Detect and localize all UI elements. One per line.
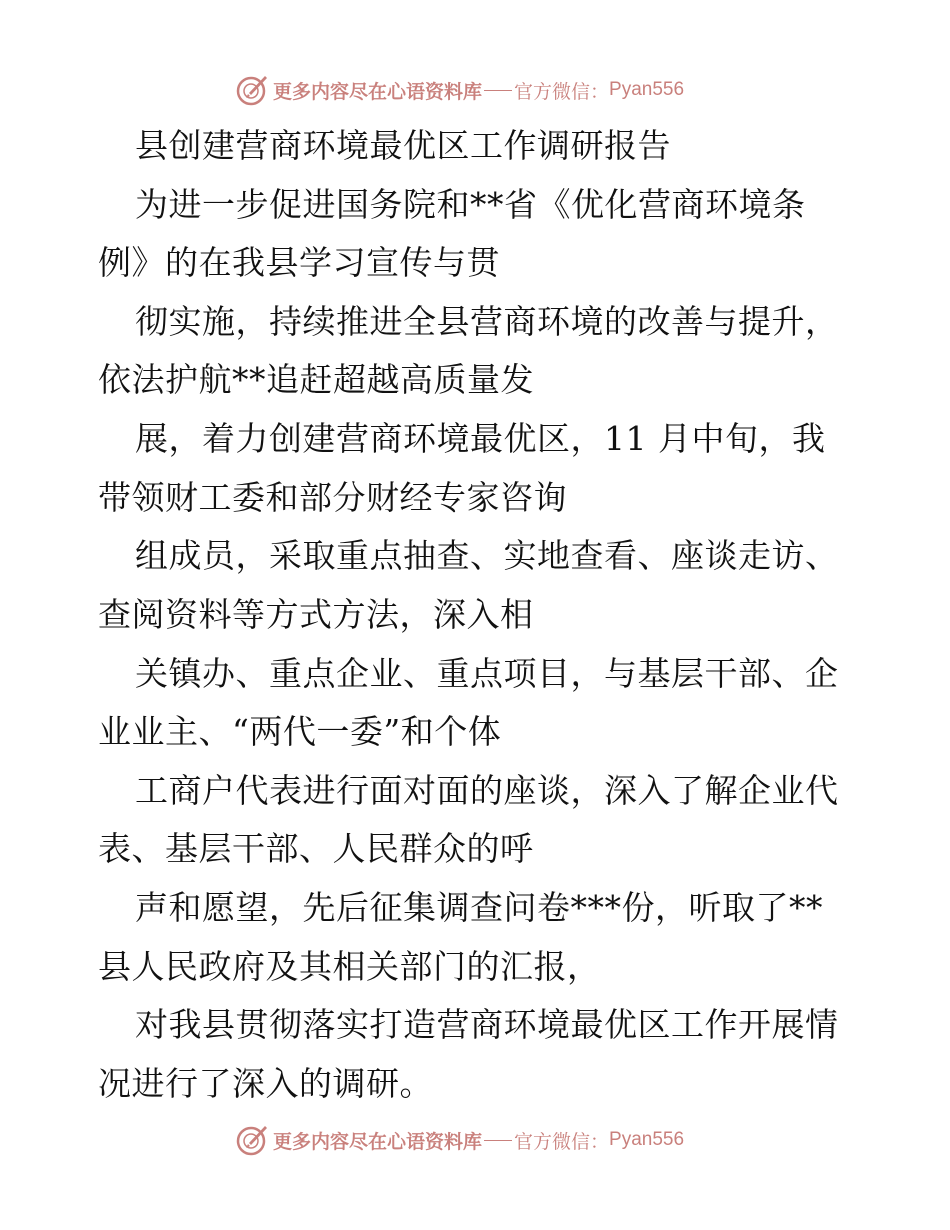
text-line: 例》的在我县学习宣传与贯 [98, 243, 500, 282]
text-line: 带领财工委和部分财经专家咨询 [98, 478, 567, 517]
text-line: 组成员，采取重点抽查、实地查看、座谈走访、 [135, 536, 839, 575]
watermark-dash [484, 90, 512, 91]
quill-pen-logo-icon [235, 73, 269, 107]
text-line: 业业主、“两代一委”和个体 [98, 712, 502, 751]
text-line: 彻实施，持续推进全县营商环境的改善与提升， [135, 302, 839, 341]
footer-watermark [235, 1122, 684, 1158]
watermark-wechat-label: 官方微信： [514, 80, 610, 103]
text-line: 为进一步促进国务院和**省《优化营商环境条 [135, 185, 806, 224]
watermark-main-text: 更多内容尽在心语资料库 [273, 80, 483, 103]
text-line: 县人民政府及其相关部门的汇报， [98, 947, 601, 986]
watermark-dash [484, 1140, 512, 1141]
text-line: 对我县贯彻落实打造营商环境最优区工作开展情 [135, 1005, 839, 1044]
text-line: 工商户代表进行面对面的座谈，深入了解企业代 [135, 771, 839, 810]
quill-pen-logo-icon [235, 1123, 269, 1157]
watermark-wechat-label: 官方微信： [514, 1130, 610, 1153]
watermark-wechat-id: Pyan556 [609, 79, 685, 100]
text-line: 声和愿望，先后征集调查问卷***份，听取了** [135, 888, 823, 927]
watermark-main-text: 更多内容尽在心语资料库 [273, 1130, 483, 1153]
text-line: 况进行了深入的调研。 [98, 1064, 433, 1103]
text-line: 关镇办、重点企业、重点项目，与基层干部、企 [135, 654, 839, 693]
document-title: 县创建营商环境最优区工作调研报告 [135, 126, 671, 165]
text-line: 展，着力创建营商环境最优区，11 月中旬，我 [135, 419, 826, 458]
text-line: 依法护航**追赶超越高质量发 [98, 360, 534, 399]
text-line: 表、基层干部、人民群众的呼 [98, 829, 534, 868]
watermark-wechat-id: Pyan556 [609, 1129, 685, 1150]
header-watermark [235, 72, 684, 108]
text-line: 查阅资料等方式方法，深入相 [98, 595, 534, 634]
